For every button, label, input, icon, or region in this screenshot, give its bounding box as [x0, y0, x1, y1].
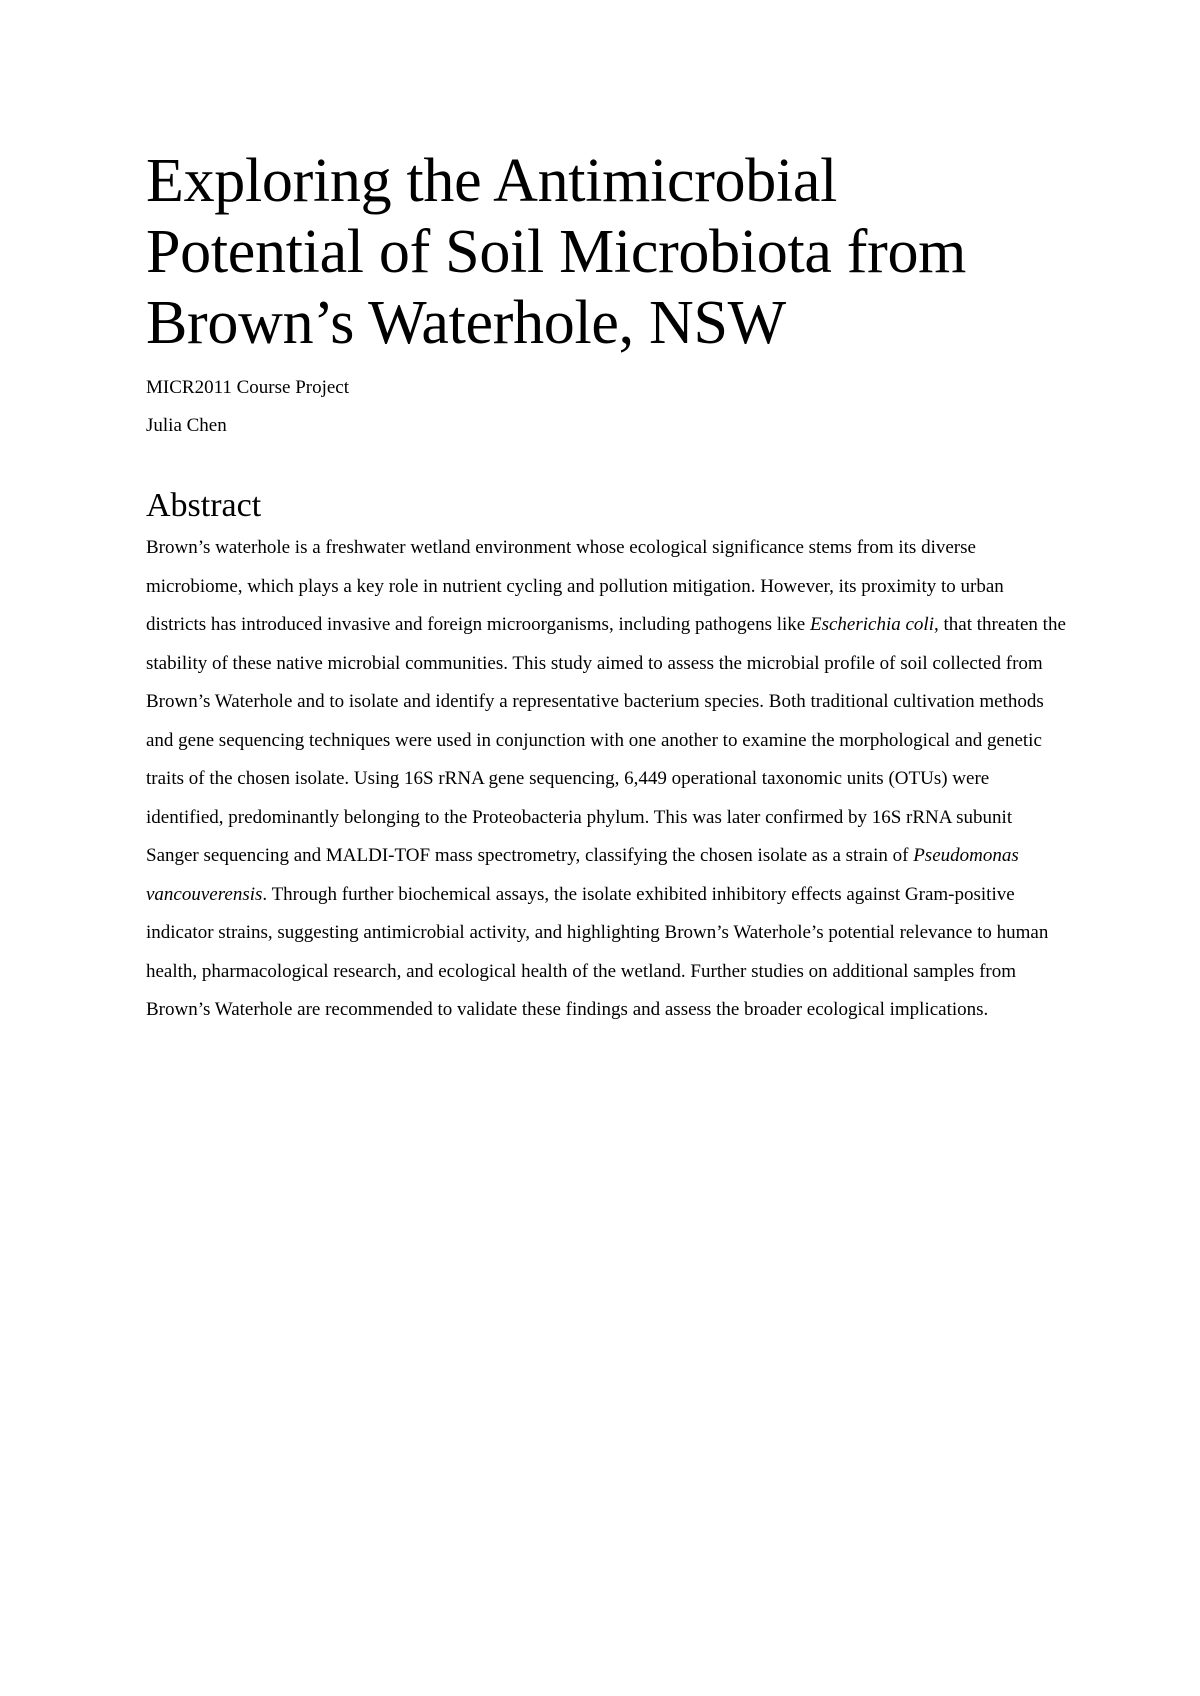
- abstract-text-part-3: . Through further biochemical assays, the isolate exhibited inhibitory effects against Gram-positive indicator strains, suggesting antimicrobial activity, and highlighting Brown’s Waterhole’s potential relevance to human health, pharmacological research, and ecological health of the wetland. Further studies on additional samples from Brown’s Waterhole are recommended to validate these findings and assess the broader ecological implications.: [146, 883, 1049, 1020]
- abstract-heading: Abstract: [146, 487, 262, 524]
- abstract-paragraph: [146, 529, 1068, 1030]
- author-name: Julia Chen: [146, 415, 227, 436]
- document-content: [146, 146, 1066, 1030]
- course-label: MICR2011 Course Project: [146, 377, 350, 398]
- species-name-escherichia-coli: Escherichia coli: [810, 614, 934, 635]
- document-title: Exploring the Antimicrobial Potential of Soil Microbiota from Brown’s Waterhole, NSW: [146, 147, 967, 357]
- species-name-pseudomonas-vancouverensis: Pseudomonas vancouverensis: [146, 845, 1019, 905]
- abstract-text-part-2: , that threaten the stability of these native microbial communities. This study aimed to assess the microbial profile of soil collected from Brown’s Waterhole and to isolate and identify a representative bacterium species. Both traditional cultivation methods and gene sequencing techniques were used in conjunction with one another to examine the morphological and genetic traits of the chosen isolate. Using 16S rRNA gene sequencing, 6,449 operational taxonomic units (OTUs) were identified, predominantly belonging to the Proteobacteria phylum. This was later confirmed by 16S rRNA subunit Sanger sequencing and MALDI-TOF mass spectrometry, classifying the chosen isolate as a strain of: [146, 614, 1066, 866]
- abstract-text-part-1: Brown’s waterhole is a freshwater wetland environment whose ecological significance stems from its diverse microbiome, which plays a key role in nutrient cycling and pollution mitigation. However, its proximity to urban districts has introduced invasive and foreign microorganisms, including pathogens like: [146, 537, 1004, 635]
